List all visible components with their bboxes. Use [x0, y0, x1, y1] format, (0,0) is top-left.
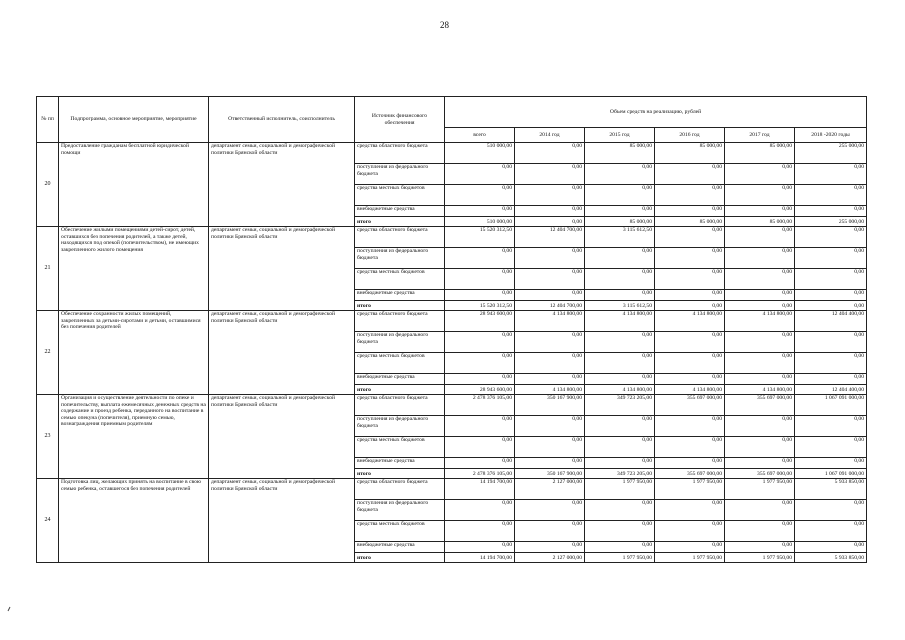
amount-cell: 0,00: [445, 332, 515, 353]
amount-cell: 85 000,00: [585, 217, 655, 227]
page-number: 28: [440, 20, 449, 30]
amount-cell: 0,00: [445, 416, 515, 437]
row-number: 22: [37, 311, 59, 395]
amount-cell: 5 933 850,00: [795, 553, 867, 563]
amount-cell: 85 000,00: [655, 143, 725, 164]
source-cell: средства областного бюджета: [355, 395, 445, 416]
amount-cell: 0,00: [515, 521, 585, 542]
amount-cell: 350 167 900,00: [515, 469, 585, 479]
amount-cell: 0,00: [445, 500, 515, 521]
amount-cell: 12 404 700,00: [515, 301, 585, 311]
source-cell: поступления из федерального бюджета: [355, 164, 445, 185]
amount-cell: 0,00: [445, 248, 515, 269]
header-funding: Объем средств на реализацию, рублей: [445, 97, 867, 128]
amount-cell: 4 134 800,00: [515, 385, 585, 395]
amount-cell: 0,00: [585, 458, 655, 469]
amount-cell: 2 478 376 105,00: [445, 469, 515, 479]
amount-cell: 28 943 600,00: [445, 311, 515, 332]
amount-cell: 350 167 900,00: [515, 395, 585, 416]
amount-cell: 0,00: [795, 374, 867, 385]
amount-cell: 0,00: [725, 301, 795, 311]
amount-cell: 0,00: [515, 500, 585, 521]
amount-cell: 28 943 600,00: [445, 385, 515, 395]
scan-speck: [8, 607, 10, 611]
header-year: 2015 год: [585, 128, 655, 143]
amount-cell: 0,00: [795, 353, 867, 374]
amount-cell: 0,00: [725, 542, 795, 553]
amount-cell: 4 134 800,00: [655, 385, 725, 395]
header-executor: Ответственный исполнитель, соисполнитель: [209, 97, 355, 143]
amount-cell: 12 404 400,00: [795, 311, 867, 332]
source-cell: средства местных бюджетов: [355, 269, 445, 290]
amount-cell: 0,00: [655, 542, 725, 553]
amount-cell: 0,00: [795, 248, 867, 269]
executor-cell: департамент семьи, социальной и демографической политики Брянской области: [209, 395, 355, 479]
amount-cell: 1 977 950,00: [655, 479, 725, 500]
amount-cell: 0,00: [585, 353, 655, 374]
amount-cell: 4 134 800,00: [725, 385, 795, 395]
amount-cell: 14 194 700,00: [445, 553, 515, 563]
amount-cell: 510 000,00: [445, 217, 515, 227]
amount-cell: 0,00: [445, 185, 515, 206]
amount-cell: 0,00: [795, 500, 867, 521]
amount-cell: 0,00: [795, 269, 867, 290]
source-cell: средства местных бюджетов: [355, 521, 445, 542]
header-number: № пп: [37, 97, 59, 143]
amount-cell: 1 977 950,00: [585, 479, 655, 500]
source-cell: итого: [355, 217, 445, 227]
amount-cell: 0,00: [655, 290, 725, 301]
amount-cell: 0,00: [795, 290, 867, 301]
header-year: 2018 -2020 годы: [795, 128, 867, 143]
amount-cell: 0,00: [725, 374, 795, 385]
amount-cell: 0,00: [515, 248, 585, 269]
amount-cell: 0,00: [725, 290, 795, 301]
amount-cell: 4 134 800,00: [725, 311, 795, 332]
amount-cell: 0,00: [795, 206, 867, 217]
amount-cell: 0,00: [445, 269, 515, 290]
source-cell: средства областного бюджета: [355, 311, 445, 332]
amount-cell: 2 478 376 105,00: [445, 395, 515, 416]
amount-cell: 0,00: [795, 227, 867, 248]
source-cell: средства областного бюджета: [355, 143, 445, 164]
amount-cell: 0,00: [515, 332, 585, 353]
amount-cell: 0,00: [585, 206, 655, 217]
amount-cell: 85 000,00: [725, 217, 795, 227]
amount-cell: 1 977 950,00: [725, 553, 795, 563]
amount-cell: 0,00: [795, 301, 867, 311]
amount-cell: 0,00: [515, 416, 585, 437]
amount-cell: 355 697 000,00: [655, 469, 725, 479]
source-cell: средства областного бюджета: [355, 227, 445, 248]
amount-cell: 3 115 612,50: [585, 227, 655, 248]
amount-cell: 1 067 091 000,00: [795, 395, 867, 416]
amount-cell: 0,00: [655, 353, 725, 374]
amount-cell: 0,00: [585, 521, 655, 542]
amount-cell: 0,00: [725, 332, 795, 353]
amount-cell: 5 933 850,00: [795, 479, 867, 500]
amount-cell: 349 723 205,00: [585, 395, 655, 416]
amount-cell: 0,00: [655, 185, 725, 206]
program-cell: Организация и осуществление деятельности по опеке и попечительству, выплата ежемесячных денежных средств на содержание и проезд ребенка, переданного на воспитание в семью опекуна (попечителя), приемную семью, вознаграждения приемным родителям: [59, 395, 209, 479]
amount-cell: 0,00: [655, 500, 725, 521]
amount-cell: 0,00: [655, 269, 725, 290]
amount-cell: 0,00: [795, 332, 867, 353]
amount-cell: 0,00: [515, 164, 585, 185]
amount-cell: 510 000,00: [445, 143, 515, 164]
amount-cell: 0,00: [655, 416, 725, 437]
source-cell: средства местных бюджетов: [355, 185, 445, 206]
amount-cell: 355 697 000,00: [655, 395, 725, 416]
amount-cell: 0,00: [725, 353, 795, 374]
header-year: 2014 год: [515, 128, 585, 143]
amount-cell: 0,00: [725, 206, 795, 217]
row-number: 21: [37, 227, 59, 311]
amount-cell: 0,00: [445, 521, 515, 542]
header-year: всего: [445, 128, 515, 143]
amount-cell: 1 977 950,00: [585, 553, 655, 563]
amount-cell: 4 134 800,00: [585, 385, 655, 395]
row-number: 23: [37, 395, 59, 479]
amount-cell: 0,00: [725, 227, 795, 248]
source-cell: итого: [355, 553, 445, 563]
amount-cell: 0,00: [725, 458, 795, 469]
amount-cell: 0,00: [655, 248, 725, 269]
amount-cell: 0,00: [725, 164, 795, 185]
executor-cell: департамент семьи, социальной и демографической политики Брянской области: [209, 143, 355, 227]
amount-cell: 0,00: [585, 269, 655, 290]
amount-cell: 0,00: [725, 500, 795, 521]
source-cell: итого: [355, 301, 445, 311]
amount-cell: 0,00: [585, 500, 655, 521]
source-cell: внебюджетные средства: [355, 290, 445, 301]
amount-cell: 85 000,00: [585, 143, 655, 164]
header-year: 2016 год: [655, 128, 725, 143]
amount-cell: 4 134 800,00: [585, 311, 655, 332]
amount-cell: 0,00: [515, 217, 585, 227]
amount-cell: 0,00: [515, 437, 585, 458]
executor-cell: департамент семьи, социальной и демографической политики Брянской области: [209, 227, 355, 311]
amount-cell: 0,00: [655, 301, 725, 311]
amount-cell: 0,00: [585, 248, 655, 269]
amount-cell: 0,00: [585, 332, 655, 353]
amount-cell: 2 127 000,00: [515, 479, 585, 500]
amount-cell: 0,00: [445, 164, 515, 185]
amount-cell: 0,00: [725, 269, 795, 290]
amount-cell: 0,00: [445, 542, 515, 553]
amount-cell: 0,00: [585, 164, 655, 185]
amount-cell: 0,00: [585, 374, 655, 385]
program-cell: Обеспечение сохранности жилых помещений, закрепленных за детьми-сиротами и детьми, оставшимися без попечения родителей: [59, 311, 209, 395]
source-cell: средства областного бюджета: [355, 479, 445, 500]
amount-cell: 0,00: [725, 248, 795, 269]
amount-cell: 0,00: [725, 521, 795, 542]
amount-cell: 0,00: [795, 521, 867, 542]
header-source: Источник финансового обеспечения: [355, 97, 445, 143]
source-cell: поступления из федерального бюджета: [355, 248, 445, 269]
amount-cell: 0,00: [445, 290, 515, 301]
header-year: 2017 год: [725, 128, 795, 143]
source-cell: средства местных бюджетов: [355, 353, 445, 374]
amount-cell: 255 000,00: [795, 143, 867, 164]
amount-cell: 0,00: [515, 269, 585, 290]
amount-cell: 0,00: [445, 374, 515, 385]
amount-cell: 255 000,00: [795, 217, 867, 227]
amount-cell: 349 723 205,00: [585, 469, 655, 479]
amount-cell: 0,00: [515, 206, 585, 217]
amount-cell: 15 520 312,50: [445, 227, 515, 248]
amount-cell: 0,00: [585, 290, 655, 301]
source-cell: внебюджетные средства: [355, 206, 445, 217]
amount-cell: 1 977 950,00: [655, 553, 725, 563]
amount-cell: 0,00: [795, 542, 867, 553]
amount-cell: 15 520 312,50: [445, 301, 515, 311]
amount-cell: 0,00: [515, 353, 585, 374]
row-number: 24: [37, 479, 59, 563]
amount-cell: 0,00: [725, 416, 795, 437]
amount-cell: 1 067 091 000,00: [795, 469, 867, 479]
amount-cell: 0,00: [655, 374, 725, 385]
amount-cell: 0,00: [795, 416, 867, 437]
amount-cell: 0,00: [655, 521, 725, 542]
amount-cell: 0,00: [515, 185, 585, 206]
amount-cell: 0,00: [725, 437, 795, 458]
amount-cell: 0,00: [445, 206, 515, 217]
amount-cell: 0,00: [795, 458, 867, 469]
amount-cell: 0,00: [655, 227, 725, 248]
amount-cell: 0,00: [445, 437, 515, 458]
source-cell: средства местных бюджетов: [355, 437, 445, 458]
amount-cell: 0,00: [655, 206, 725, 217]
amount-cell: 355 697 000,00: [725, 395, 795, 416]
amount-cell: 0,00: [445, 458, 515, 469]
amount-cell: 0,00: [655, 164, 725, 185]
amount-cell: 0,00: [795, 437, 867, 458]
source-cell: поступления из федерального бюджета: [355, 500, 445, 521]
amount-cell: 14 194 700,00: [445, 479, 515, 500]
header-program: Подпрограмма, основное мероприятие, мероприятие: [59, 97, 209, 143]
amount-cell: 3 115 612,50: [585, 301, 655, 311]
row-number: 20: [37, 143, 59, 227]
amount-cell: 0,00: [515, 374, 585, 385]
amount-cell: 4 134 800,00: [515, 311, 585, 332]
amount-cell: 0,00: [655, 437, 725, 458]
amount-cell: 12 404 700,00: [515, 227, 585, 248]
source-cell: внебюджетные средства: [355, 542, 445, 553]
amount-cell: 0,00: [585, 416, 655, 437]
program-cell: Обеспечение жилыми помещениями детей-сирот, детей, оставшихся без попечения родителей, а также детей, находящихся под опекой (попечительством), не имеющих закрепленного жилого помещения: [59, 227, 209, 311]
executor-cell: департамент семьи, социальной и демографической политики Брянской области: [209, 311, 355, 395]
source-cell: итого: [355, 385, 445, 395]
amount-cell: 0,00: [585, 185, 655, 206]
source-cell: внебюджетные средства: [355, 374, 445, 385]
amount-cell: 0,00: [515, 143, 585, 164]
source-cell: итого: [355, 469, 445, 479]
amount-cell: 0,00: [445, 353, 515, 374]
amount-cell: 0,00: [585, 542, 655, 553]
program-cell: Предоставление гражданам бесплатной юридической помощи: [59, 143, 209, 227]
amount-cell: 85 000,00: [655, 217, 725, 227]
amount-cell: 0,00: [795, 164, 867, 185]
amount-cell: 0,00: [795, 185, 867, 206]
amount-cell: 4 134 800,00: [655, 311, 725, 332]
amount-cell: 0,00: [725, 185, 795, 206]
amount-cell: 355 697 000,00: [725, 469, 795, 479]
amount-cell: 0,00: [655, 332, 725, 353]
amount-cell: 0,00: [515, 290, 585, 301]
amount-cell: 12 404 400,00: [795, 385, 867, 395]
amount-cell: 1 977 950,00: [725, 479, 795, 500]
amount-cell: 0,00: [515, 458, 585, 469]
executor-cell: департамент семьи, социальной и демографической политики Брянской области: [209, 479, 355, 563]
amount-cell: 0,00: [515, 542, 585, 553]
source-cell: внебюджетные средства: [355, 458, 445, 469]
amount-cell: 0,00: [585, 437, 655, 458]
amount-cell: 2 127 000,00: [515, 553, 585, 563]
program-cell: Подготовка лиц, желающих принять на воспитание в свою семью ребенка, оставшегося без попечения родителей: [59, 479, 209, 563]
source-cell: поступления из федерального бюджета: [355, 416, 445, 437]
source-cell: поступления из федерального бюджета: [355, 332, 445, 353]
amount-cell: 85 000,00: [725, 143, 795, 164]
amount-cell: 0,00: [655, 458, 725, 469]
